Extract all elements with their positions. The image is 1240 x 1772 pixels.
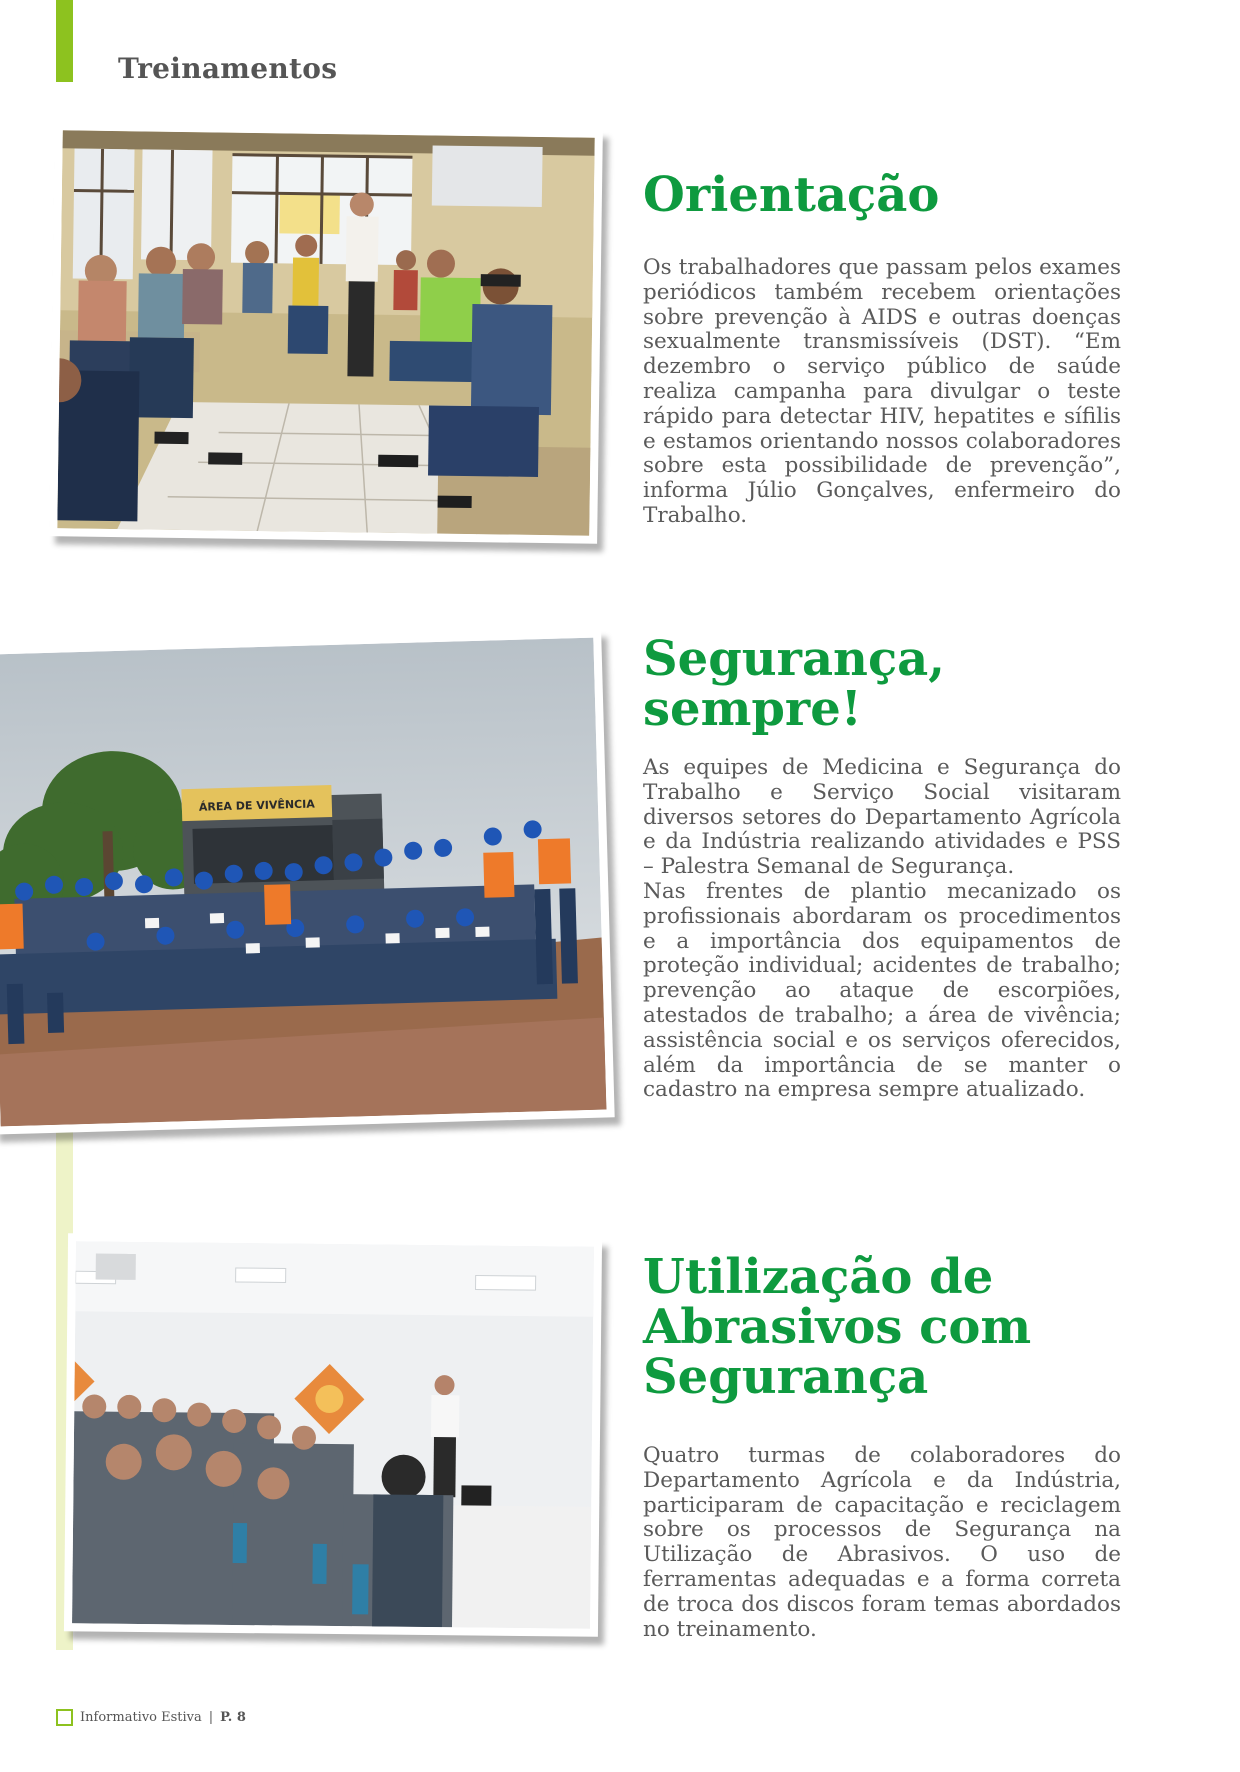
heading-seguranca: Segurança, sempre! xyxy=(643,631,945,737)
seguranca-photo xyxy=(0,629,615,1134)
bus-sign: ÁREA DE VIVÊNCIA xyxy=(198,797,315,814)
footer-publication: Informativo Estiva xyxy=(80,1710,202,1725)
heading-orientacao: Orientação xyxy=(643,167,940,223)
footer-square-icon xyxy=(56,1709,73,1726)
heading-abrasivos: Utilização de Abrasivos com Segurança xyxy=(643,1249,1032,1405)
body-abrasivos: Quatro turmas de colaboradores do Departamento Agrícola e da Indústria, participaram de capacitação e reciclagem sobre os processos de Segurança na Utilização de Abrasivos. O uso de ferramentas adequadas e a forma correta de troca dos discos foram temas abordados no treinamento. xyxy=(643,1443,1121,1642)
page-number: P. 8 xyxy=(220,1710,246,1725)
orientacao-photo xyxy=(49,122,603,544)
section-label: Treinamentos xyxy=(118,52,338,85)
body-seguranca-p2: Nas frentes de plantio mecanizado os profissionais abordaram os procedimentos e a importância dos equipamentos de proteção individual; acidentes de trabalho; prevenção ao ataque de escorpiões, atestados de trabalho; a área de vivência; assistência social e os serviços oferecidos, além da importância de se manter o cadastro na empresa sempre atualizado. xyxy=(643,878,1121,1103)
body-seguranca xyxy=(643,756,1121,1103)
top-accent-bar xyxy=(56,0,73,82)
body-orientacao: Os trabalhadores que passam pelos exames periódicos também recebem orientações sobre prevenção à AIDS e outras doenças sexualmente transmissíveis (DST). “Em dezembro o serviço público de saúde realiza campanha para divulgar o teste rápido para detectar HIV, hepatites e sífilis e estamos orientando nossos colaboradores sobre esta possibilidade de prevenção”, informa Júlio Gonçalves, enfermeiro do Trabalho. xyxy=(643,255,1121,528)
footer-separator: | xyxy=(208,1710,214,1725)
body-seguranca-p1: As equipes de Medicina e Segurança do Trabalho e Serviço Social visitaram diversos setores do Departamento Agrícola e da Indústria realizando atividades e PSS – Palestra Semanal de Segurança. xyxy=(643,755,1121,880)
footer xyxy=(56,1709,246,1726)
abrasivos-photo xyxy=(64,1233,602,1637)
